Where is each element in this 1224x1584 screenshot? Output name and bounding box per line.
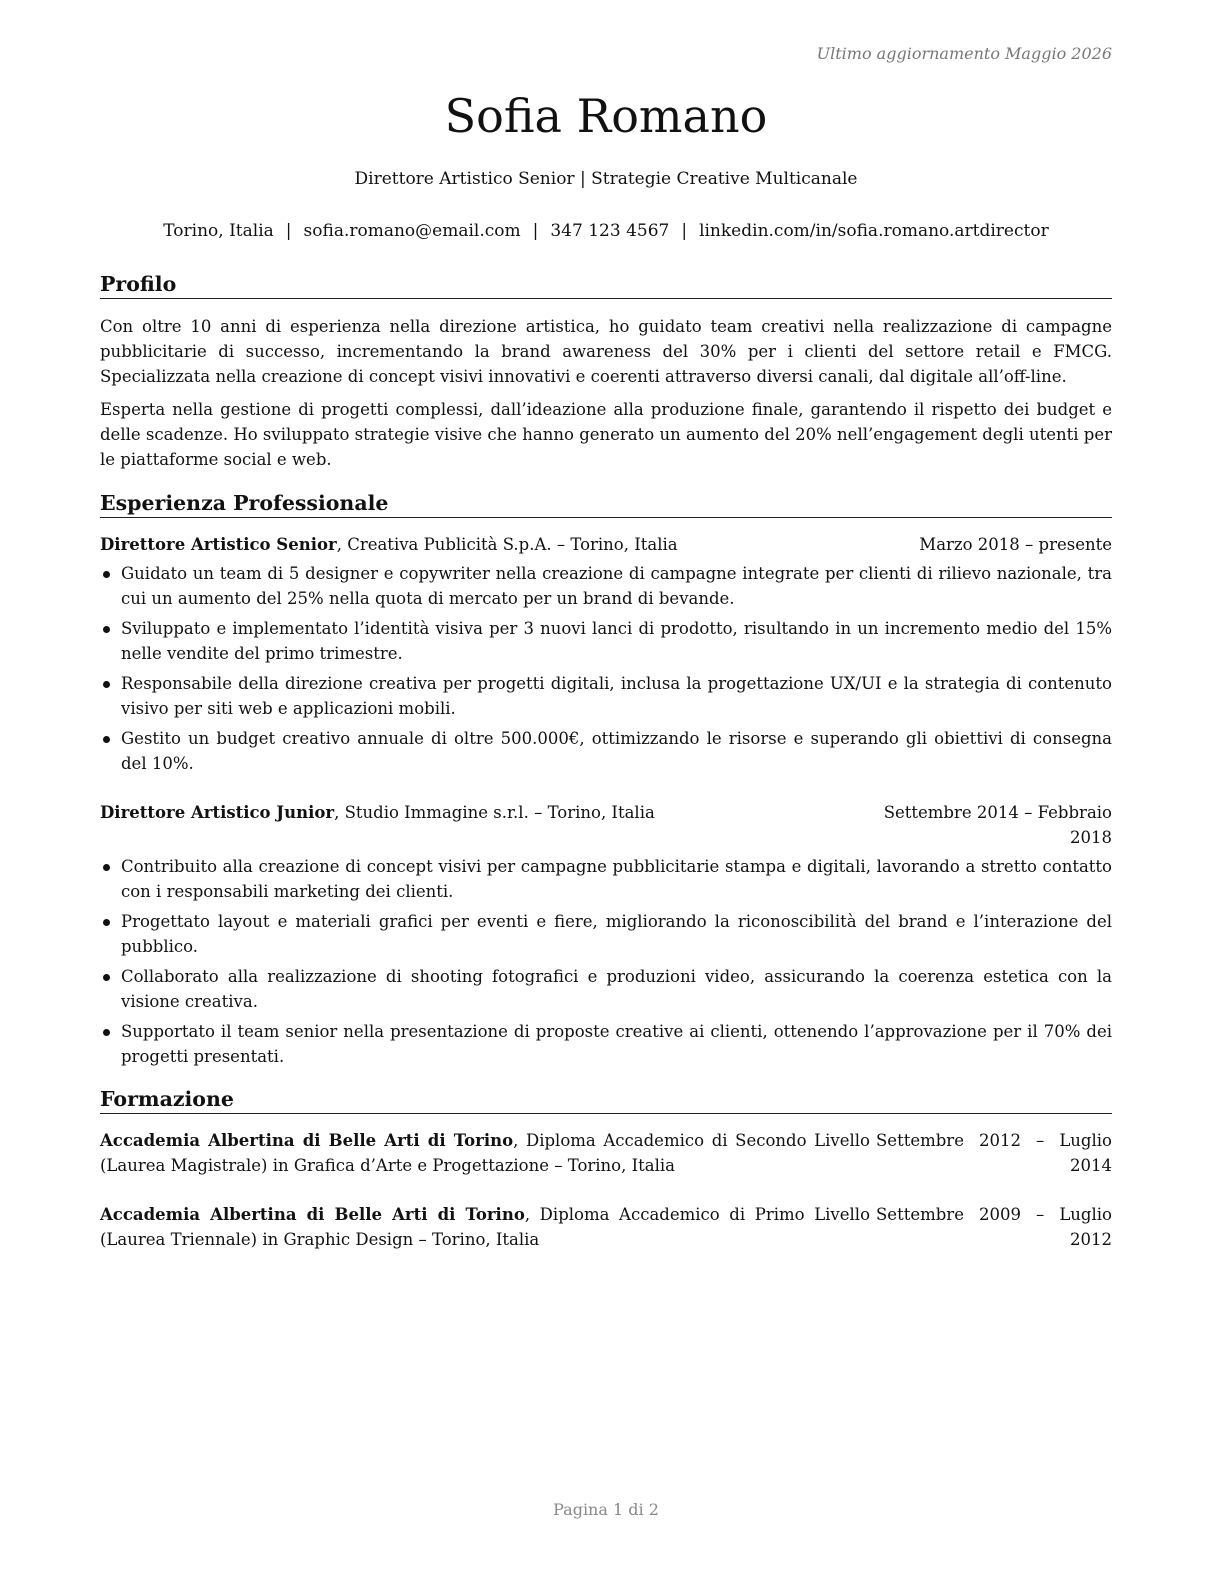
candidate-name: Sofia Romano: [444, 89, 768, 143]
education-degree: , Diploma Accademico di Secondo Livello (Laurea Magistrale) in Grafica d’Arte e Progettazione – Torino, Italia: [100, 1131, 870, 1175]
profile-paragraph: Con oltre 10 anni di esperienza nella direzione artistica, ho guidato team creativi nella realizzazione di campagne pubblicitarie di successo, incrementando la brand awareness del 30% per i clienti del settore retail e FMCG. Specializzata nella creazione di concept visivi innovativi e coerenti attraverso diversi canali, dal digitale all’off-line.: [100, 317, 1112, 386]
bullet-text: Responsabile della direzione creativa per progetti digitali, inclusa la progettazione UX/UI e la strategia di contenuto visivo per siti web e applicazioni mobili.: [121, 674, 1112, 718]
bullet-icon: [103, 626, 110, 633]
bullet-icon: [103, 864, 110, 871]
contact-phone[interactable]: 347 123 4567: [550, 221, 670, 241]
bullet-text: Guidato un team di 5 designer e copywriter nella creazione di campagne integrate per clienti di rilievo nazionale, tra cui un aumento del 25% nella quota di mercato per un brand di bevande.: [121, 564, 1112, 608]
education-main: [100, 1202, 870, 1252]
job-bullets: [100, 561, 1112, 776]
section-title-experience: Esperienza Professionale: [100, 490, 1112, 518]
section-title-education: Formazione: [100, 1086, 1112, 1114]
bullet-text: Collaborato alla realizzazione di shooting fotografici e produzioni video, assicurando la coerenza estetica con la visione creativa.: [121, 967, 1112, 1011]
bullet-text: Sviluppato e implementato l’identità visiva per 3 nuovi lanci di prodotto, risultando in un incremento medio del 15% nelle vendite del primo trimestre.: [121, 619, 1112, 663]
education-school: Accademia Albertina di Belle Arti di Torino: [100, 1131, 514, 1150]
job-entry: [100, 532, 1112, 781]
contact-linkedin[interactable]: linkedin.com/in/sofia.romano.artdirector: [699, 221, 1049, 241]
job-company: , Creativa Publicità S.p.A. – Torino, Italia: [336, 535, 678, 554]
bullet-icon: [103, 571, 110, 578]
bullet-icon: [103, 681, 110, 688]
bullet-text: Gestito un budget creativo annuale di oltre 500.000€, ottimizzando le risorse e superando gli obiettivi di consegna del 10%.: [121, 729, 1112, 773]
education-dates: Settembre 2012 – Luglio 2014: [876, 1131, 1112, 1175]
profile-paragraph: Esperta nella gestione di progetti complessi, dall’ideazione alla produzione finale, garantendo il rispetto dei budget e delle scadenze. Ho sviluppato strategie visive che hanno generato un aumento del 20% nell’engagement degli utenti per le piattaforme social e web.: [100, 400, 1112, 469]
contact-email[interactable]: sofia.romano@email.com: [303, 221, 521, 241]
last-updated: Ultimo aggiornamento Maggio 2026: [816, 44, 1112, 63]
job-company: , Studio Immagine s.r.l. – Torino, Italia: [334, 803, 655, 822]
education-main: [100, 1128, 870, 1178]
page-number: Pagina 1 di 2: [553, 1500, 659, 1519]
job-title: [100, 800, 655, 825]
job-entry: [100, 800, 1112, 1074]
job-title: [100, 532, 678, 557]
job-bullets: [100, 854, 1112, 1069]
resume-page: [100, 0, 1112, 1584]
list-item: [100, 726, 1112, 776]
contact-separator: |: [681, 221, 688, 241]
list-item: [100, 561, 1112, 611]
education-degree: , Diploma Accademico di Primo Livello (Laurea Triennale) in Graphic Design – Torino, Italia: [100, 1205, 870, 1249]
bullet-text: Contribuito alla creazione di concept visivi per campagne pubblicitarie stampa e digitali, lavorando a stretto contatto con i responsabili marketing dei clienti.: [121, 857, 1112, 901]
bullet-icon: [103, 1029, 110, 1036]
job-header: [100, 532, 1112, 557]
job-role: Direttore Artistico Senior: [100, 535, 337, 554]
list-item: [100, 616, 1112, 666]
contact-separator: |: [285, 221, 292, 241]
bullet-icon: [103, 974, 110, 981]
bullet-icon: [103, 919, 110, 926]
contact-city: Torino, Italia: [163, 221, 274, 241]
list-item: [100, 909, 1112, 959]
section-title-profile: Profilo: [100, 271, 1112, 299]
profile-section: [100, 314, 1112, 472]
job-dates: Marzo 2018 – presente: [919, 535, 1112, 554]
list-item: [100, 964, 1112, 1014]
job-role: Direttore Artistico Junior: [100, 803, 335, 822]
bullet-icon: [103, 736, 110, 743]
list-item: [100, 1019, 1112, 1069]
list-item: [100, 671, 1112, 721]
list-item: [100, 854, 1112, 904]
tagline: Direttore Artistico Senior | Strategie Creative Multicanale: [354, 169, 858, 189]
job-header: [100, 800, 1112, 850]
job-dates: Settembre 2014 – Febbraio 2018: [883, 803, 1112, 847]
education-school: Accademia Albertina di Belle Arti di Torino: [100, 1205, 525, 1224]
contact-separator: |: [532, 221, 539, 241]
bullet-text: Supportato il team senior nella presentazione di proposte creative ai clienti, ottenendo l’approvazione per il 70% dei progetti presentati.: [121, 1022, 1112, 1066]
contact-line: [100, 218, 1112, 244]
education-dates: Settembre 2009 – Luglio 2012: [876, 1205, 1112, 1249]
bullet-text: Progettato layout e materiali grafici per eventi e fiere, migliorando la riconoscibilità del brand e l’interazione del pubblico.: [121, 912, 1112, 956]
